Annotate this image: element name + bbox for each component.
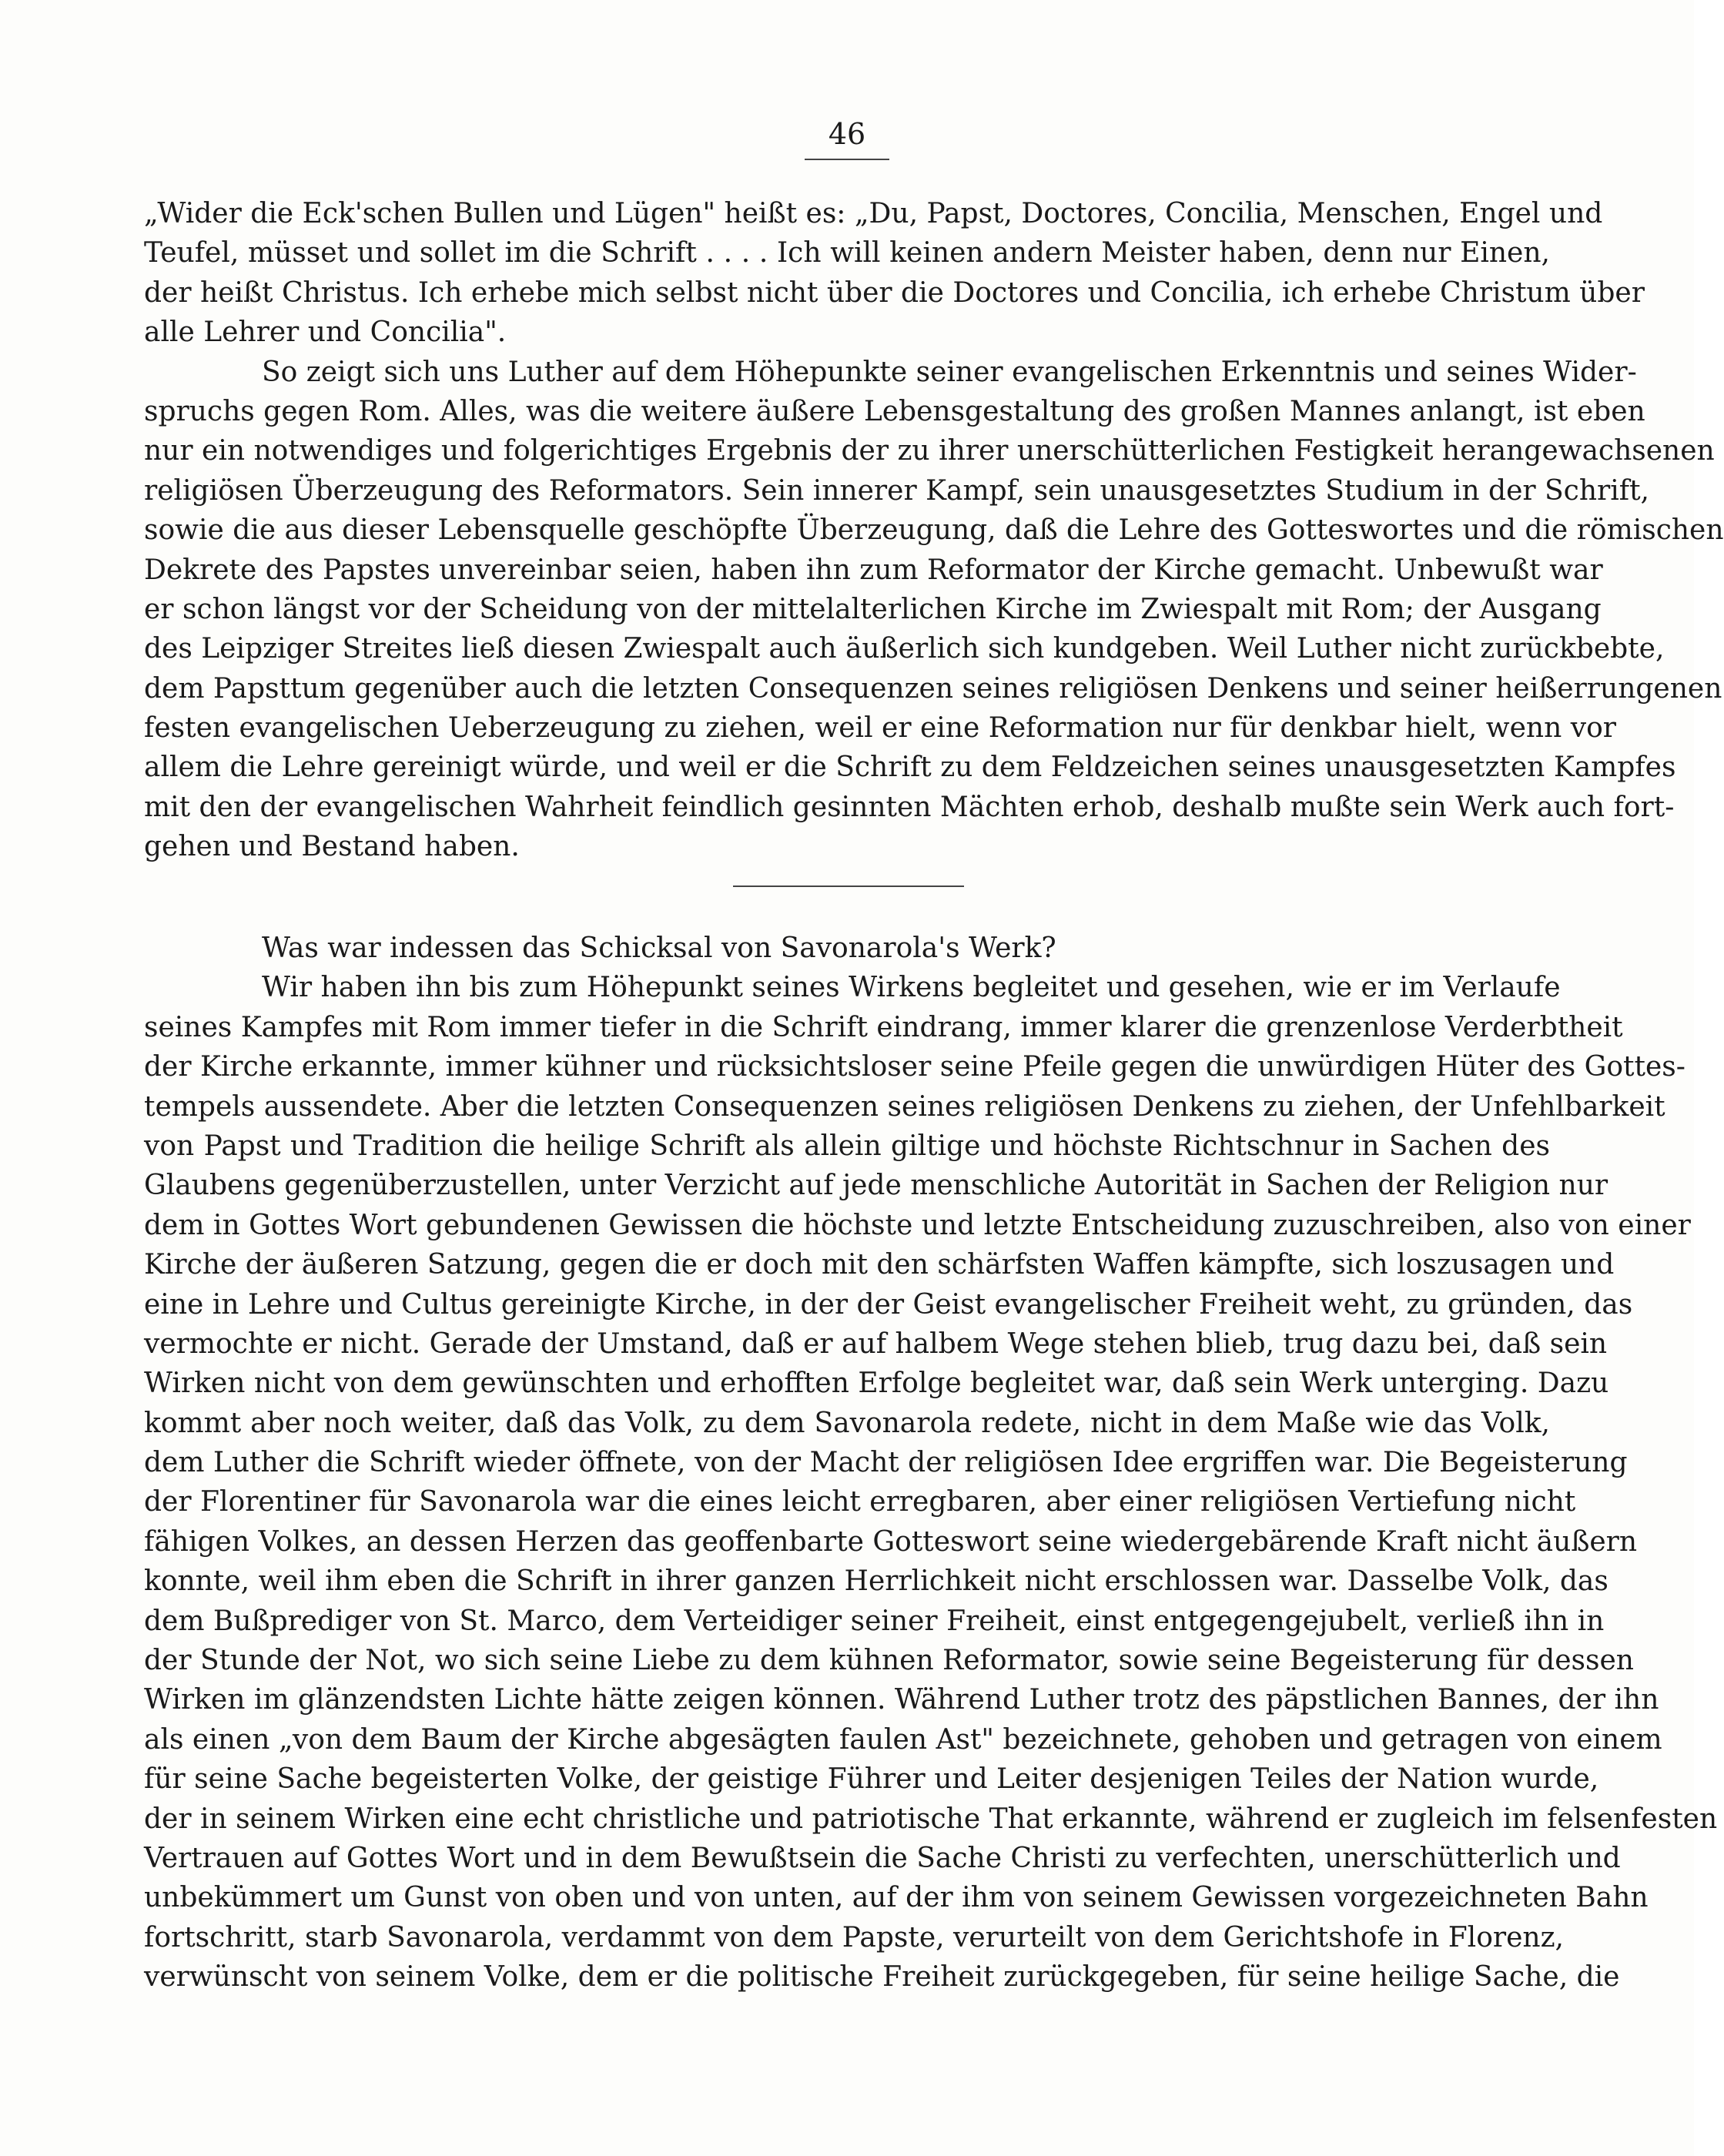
text-line: nur ein notwendiges und folgerichtiges Ergebnis der zu ihrer unerschütterlichen Festigkeit herangewachsenen xyxy=(144,435,1715,467)
text-line: Kirche der äußeren Satzung, gegen die er doch mit den schärfsten Waffen kämpfte, sich loszusagen und xyxy=(144,1249,1615,1281)
page-number-rule xyxy=(805,159,889,160)
text-line: Vertrauen auf Gottes Wort und in dem Bewußtsein die Sache Christi zu verfechten, unerschütterlich und xyxy=(144,1842,1621,1874)
paragraph-luther-quote xyxy=(144,194,1645,353)
text-line: mit den der evangelischen Wahrheit feindlich gesinnten Mächten erhob, deshalb mußte sein Werk auch fort- xyxy=(144,791,1675,823)
text-line: So zeigt sich uns Luther auf dem Höhepunkte seiner evangelischen Erkenntnis und seines Wider- xyxy=(262,356,1637,388)
page-number: 46 xyxy=(828,117,866,151)
text-line: Wirken im glänzendsten Lichte hätte zeigen können. Während Luther trotz des päpstlichen Bannes, der ihn xyxy=(144,1684,1659,1716)
text-line: unbekümmert um Gunst von oben und von unten, auf der ihm von seinem Gewissen vorgezeichneten Bahn xyxy=(144,1882,1649,1914)
text-line: von Papst und Tradition die heilige Schrift als allein giltige und höchste Richtschnur in Sachen des xyxy=(144,1130,1550,1162)
text-line: dem Bußprediger von St. Marco, dem Verteidiger seiner Freiheit, einst entgegengejubelt, verließ ihn in xyxy=(144,1605,1605,1637)
text-line: tempels aussendete. Aber die letzten Consequenzen seines religiösen Denkens zu ziehen, der Unfehlbarkeit xyxy=(144,1090,1665,1123)
text-line: festen evangelischen Ueberzeugung zu ziehen, weil er eine Reformation nur für denkbar hielt, wenn vor xyxy=(144,712,1616,745)
text-line: Wirken nicht von dem gewünschten und erhofften Erfolge begleitet war, daß sein Werk unterging. Dazu xyxy=(144,1368,1609,1400)
text-line: alle Lehrer und Concilia". xyxy=(144,316,507,349)
upper-text-block xyxy=(144,194,1724,867)
text-line: der Florentiner für Savonarola war die eines leicht erregbaren, aber einer religiösen Vertiefung nicht xyxy=(144,1486,1576,1518)
text-line: als einen „von dem Baum der Kirche abgesägten faulen Ast" bezeichnete, gehoben und getragen von einem xyxy=(144,1723,1662,1756)
text-line: fähigen Volkes, an dessen Herzen das geoffenbarte Gotteswort seine wiedergebärende Kraft nicht äußern xyxy=(144,1525,1638,1558)
text-line: der heißt Christus. Ich erhebe mich selbst nicht über die Doctores und Concilia, ich erhebe Christum über xyxy=(144,276,1645,309)
text-line: dem in Gottes Wort gebundenen Gewissen die höchste und letzte Entscheidung zuzuschreiben, also von einer xyxy=(144,1209,1691,1241)
text-line: Dekrete des Papstes unvereinbar seien, haben ihn zum Reformator der Kirche gemacht. Unbewußt war xyxy=(144,554,1603,586)
text-line: eine in Lehre und Cultus gereinigte Kirche, in der der Geist evangelischer Freiheit weht, zu gründen, das xyxy=(144,1288,1633,1321)
text-line: „Wider die Eck'schen Bullen und Lügen" heißt es: „Du, Papst, Doctores, Concilia, Menschen, Engel und xyxy=(144,198,1603,229)
text-line: Wir haben ihn bis zum Höhepunkt seines Wirkens begleitet und gesehen, wie er im Verlaufe xyxy=(262,972,1561,1004)
text-line: konnte, weil ihm eben die Schrift in ihrer ganzen Herrlichkeit nicht erschlossen war. Dasselbe Volk, das xyxy=(144,1565,1609,1598)
text-line: der Stunde der Not, wo sich seine Liebe zu dem kühnen Reformator, sowie seine Begeisterung für dessen xyxy=(144,1645,1634,1677)
text-line: seines Kampfes mit Rom immer tiefer in die Schrift eindrang, immer klarer die grenzenlose Verderbtheit xyxy=(144,1011,1623,1043)
text-line: der in seinem Wirken eine echt christliche und patriotische That erkannte, während er zugleich im felsenfesten xyxy=(144,1803,1718,1835)
text-line: für seine Sache begeisterten Volke, der geistige Führer und Leiter desjenigen Teiles der Nation wurde, xyxy=(144,1763,1599,1796)
text-line: Glaubens gegenüberzustellen, unter Verzicht auf jede menschliche Autorität in Sachen der Religion nur xyxy=(144,1170,1609,1202)
paragraph-luther-summary xyxy=(144,353,1724,867)
text-line: verwünscht von seinem Volke, dem er die politische Freiheit zurückgegeben, für seine heilige Sache, die xyxy=(144,1961,1620,1994)
text-line: dem Papsttum gegenüber auch die letzten Consequenzen seines religiösen Denkens und seiner heißerrungenen xyxy=(144,672,1722,705)
text-line: er schon längst vor der Scheidung von der mittelalterlichen Kirche im Zwiespalt mit Rom; der Ausgang xyxy=(144,593,1602,625)
paragraph-savonarola-question xyxy=(144,929,1550,968)
text-line: des Leipziger Streites ließ diesen Zwiespalt auch äußerlich sich kundgeben. Weil Luther nicht zurückbebte, xyxy=(144,633,1665,665)
text-line: Teufel, müsset und sollet im die Schrift . . . . Ich will keinen andern Meister haben, denn nur Einen, xyxy=(144,237,1550,270)
text-line: Was war indessen das Schicksal von Savonarola's Werk? xyxy=(262,932,1056,964)
text-line: der Kirche erkannte, immer kühner und rücksichtsloser seine Pfeile gegen die unwürdigen Hüter des Gottes- xyxy=(144,1051,1686,1083)
text-line: fortschritt, starb Savonarola, verdammt von dem Papste, verurteilt von dem Gerichtshofe in Florenz, xyxy=(144,1921,1564,1953)
text-line: gehen und Bestand haben. xyxy=(144,831,520,863)
text-line: sowie die aus dieser Lebensquelle geschöpfte Überzeugung, daß die Lehre des Gotteswortes und die römischen xyxy=(144,514,1724,547)
text-line: kommt aber noch weiter, daß das Volk, zu dem Savonarola redete, nicht in dem Maße wie das Volk, xyxy=(144,1407,1550,1439)
paragraph-savonarola-fate xyxy=(144,968,1718,1997)
text-line: vermochte er nicht. Gerade der Umstand, daß er auf halbem Wege stehen blieb, trug dazu bei, daß sein xyxy=(144,1327,1608,1360)
text-line: religiösen Überzeugung des Reformators. Sein innerer Kampf, sein unausgesetztes Studium in der Schrift, xyxy=(144,474,1649,507)
text-line: spruchs gegen Rom. Alles, was die weitere äußere Lebensgestaltung des großen Mannes anlangt, ist eben xyxy=(144,395,1645,427)
lower-text-block xyxy=(144,929,1718,1997)
text-line: dem Luther die Schrift wieder öffnete, von der Macht der religiösen Idee ergriffen war. Die Begeisterung xyxy=(144,1447,1628,1479)
section-divider xyxy=(733,886,964,887)
text-line: allem die Lehre gereinigt würde, und weil er die Schrift zu dem Feldzeichen seines unausgesetzten Kampfes xyxy=(144,752,1676,784)
